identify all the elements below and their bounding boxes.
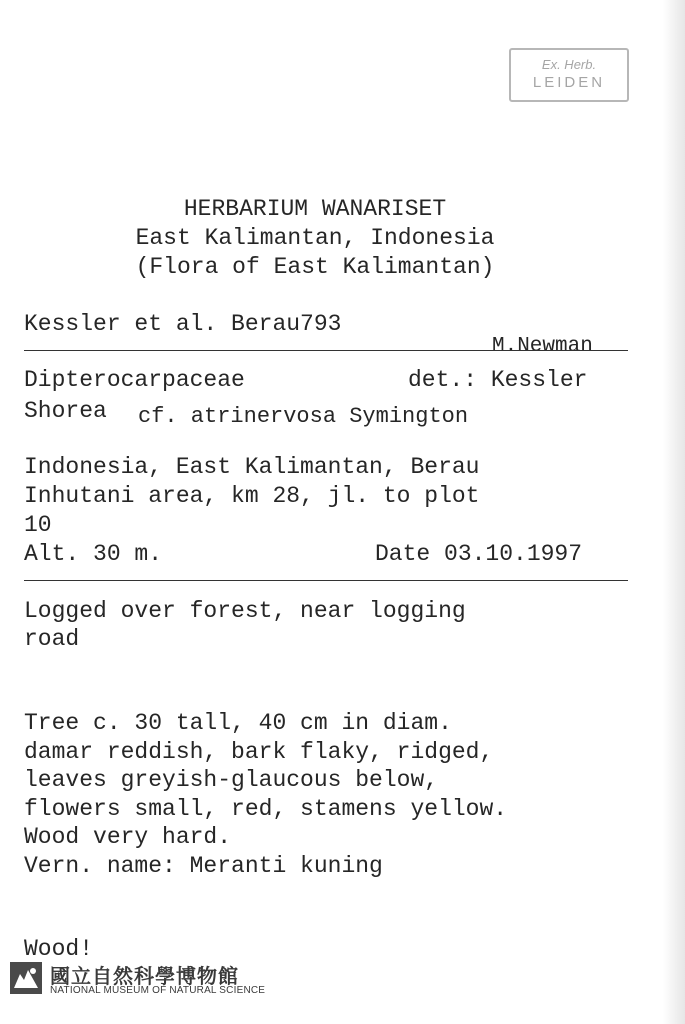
leiden-herbarium-stamp: [509, 48, 629, 102]
determiner-name: M.Newman: [492, 335, 593, 358]
habitat-line-2: road: [24, 626, 80, 652]
stamp-line-2: LEIDEN: [532, 74, 606, 91]
genus-name: Shorea: [24, 398, 107, 424]
herbarium-project: (Flora of East Kalimantan): [135, 254, 495, 280]
museum-english-name: NATIONAL MUSEUM OF NATURAL SCIENCE: [50, 985, 266, 996]
divider-1: [24, 350, 628, 351]
divider-2: [24, 580, 628, 581]
notes-line-1: Tree c. 30 tall, 40 cm in diam.: [24, 710, 452, 736]
paper-edge: [663, 0, 685, 1024]
notes-line-6: Vern. name: Meranti kuning: [24, 853, 383, 879]
species-name: cf. atrinervosa Symington: [138, 404, 469, 429]
museum-logo-icon: [10, 962, 42, 994]
det-label: det.: Kessler: [408, 367, 588, 393]
family-name: Dipterocarpaceae: [24, 367, 245, 393]
herbarium-region: East Kalimantan, Indonesia: [135, 225, 495, 251]
wood-note: Wood!: [24, 936, 94, 962]
notes-line-5: Wood very hard.: [24, 824, 232, 850]
collector-number: Kessler et al. Berau793: [24, 311, 342, 337]
habitat-line-1: Logged over forest, near logging: [24, 598, 466, 624]
locality-line-2: Inhutani area, km 28, jl. to plot: [24, 483, 480, 509]
collection-date: Date 03.10.1997: [375, 541, 583, 567]
altitude: Alt. 30 m.: [24, 541, 163, 567]
notes-line-4: flowers small, red, stamens yellow.: [24, 796, 508, 822]
herbarium-title: HERBARIUM WANARISET: [183, 196, 447, 222]
locality-line-1: Indonesia, East Kalimantan, Berau: [24, 454, 480, 480]
notes-line-2: damar reddish, bark flaky, ridged,: [24, 739, 494, 765]
locality-line-3: 10: [24, 512, 52, 538]
stamp-line-1: Ex. Herb.: [541, 57, 597, 72]
notes-line-3: leaves greyish-glaucous below,: [24, 767, 439, 793]
museum-chinese-name: 國立自然科學博物館: [50, 964, 239, 988]
